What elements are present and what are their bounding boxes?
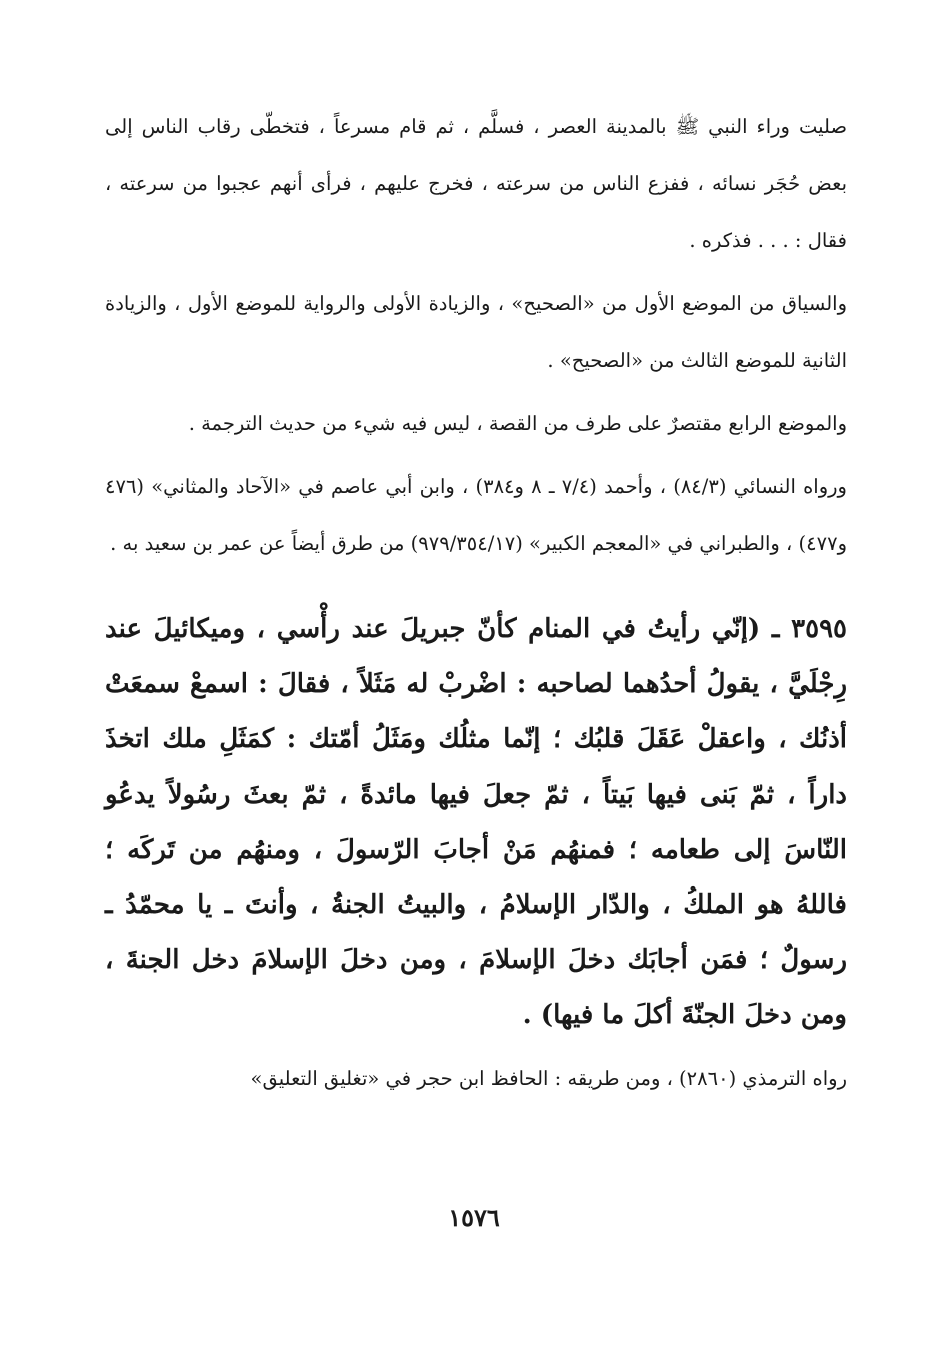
hadith-source-note: رواه الترمذي (٢٨٦٠) ، ومن طريقه : الحافظ ابن حجر في «تغليق التعليق» [250, 1066, 847, 1090]
paragraph-other-narrations: ورواه النسائي (٨٤/٣) ، وأحمد (٧/٤ ـ ٨ و٣٨٤) ، وابن أبي عاصم في «الآحاد والمثاني» (٤٧٦ و٤٧٧) ، والطبراني في «المعجم الكبير» (٩٧٩/٣٥٤/١٧) من طرق أيضاً عن عمر بن سعيد به . [105, 475, 847, 555]
hadith-text: ٣٥٩٥ ـ (إنّي رأيتُ في المنام كأنّ جبريلَ عند رأْسي ، وميكائيلَ عند رِجْلَيَّ ، يقولُ أحدُهما لصاحبه : اضْربْ له مَثَلاً ، فقالَ : اسمعْ سمعَتْ أذنُك ، واعقلْ عَقَلَ قلبُك ؛ إنّما مثلُك ومَثَلُ أمّتك : كمَثَلِ ملك اتخذَ داراً ، ثمّ بَنى فيها بَيتاً ، ثمّ جعلَ فيها مائدةً ، ثمّ بعثَ رسُولاً يدعُو النّاسَ إلى طعامه ؛ فمنهُم مَنْ أجابَ الرّسولَ ، ومنهُم من تَركَه ؛ فاللهُ هو الملكُ ، والدّار الإسلامُ ، والبيتُ الجنةُ ، وأنتَ ـ يا محمّدُ ـ رسولٌ ؛ فمَن أجابَك دخلَ الإسلامَ ، ومن دخلَ الإسلامَ دخل الجنةَ ، ومن دخلَ الجنّةَ أكلَ ما فيها) . [105, 614, 847, 1031]
paragraph-narration: صليت وراء النبي ﷺ بالمدينة العصر ، فسلَّم ، ثم قام مسرعاً ، فتخطّى رقاب الناس إلى بعض حُجَر نسائه ، ففزع الناس من سرعته ، فخرج عليهم ، فرأى أنهم عجبوا من سرعته ، فقال : . . . فذكره . [105, 115, 847, 252]
page-body [105, 98, 847, 1107]
paragraph-fourth-location-note: والموضع الرابع مقتصرٌ على طرف من القصة ، ليس فيه شيء من حديث الترجمة . [188, 412, 847, 435]
page-number: ١٥٧٦ [448, 1203, 500, 1232]
paragraph-context-note: والسياق من الموضع الأول من «الصحيح» ، والزيادة الأولى والرواية للموضع الأول ، والزيادة الثانية للموضع الثالث من «الصحيح» . [105, 292, 847, 372]
